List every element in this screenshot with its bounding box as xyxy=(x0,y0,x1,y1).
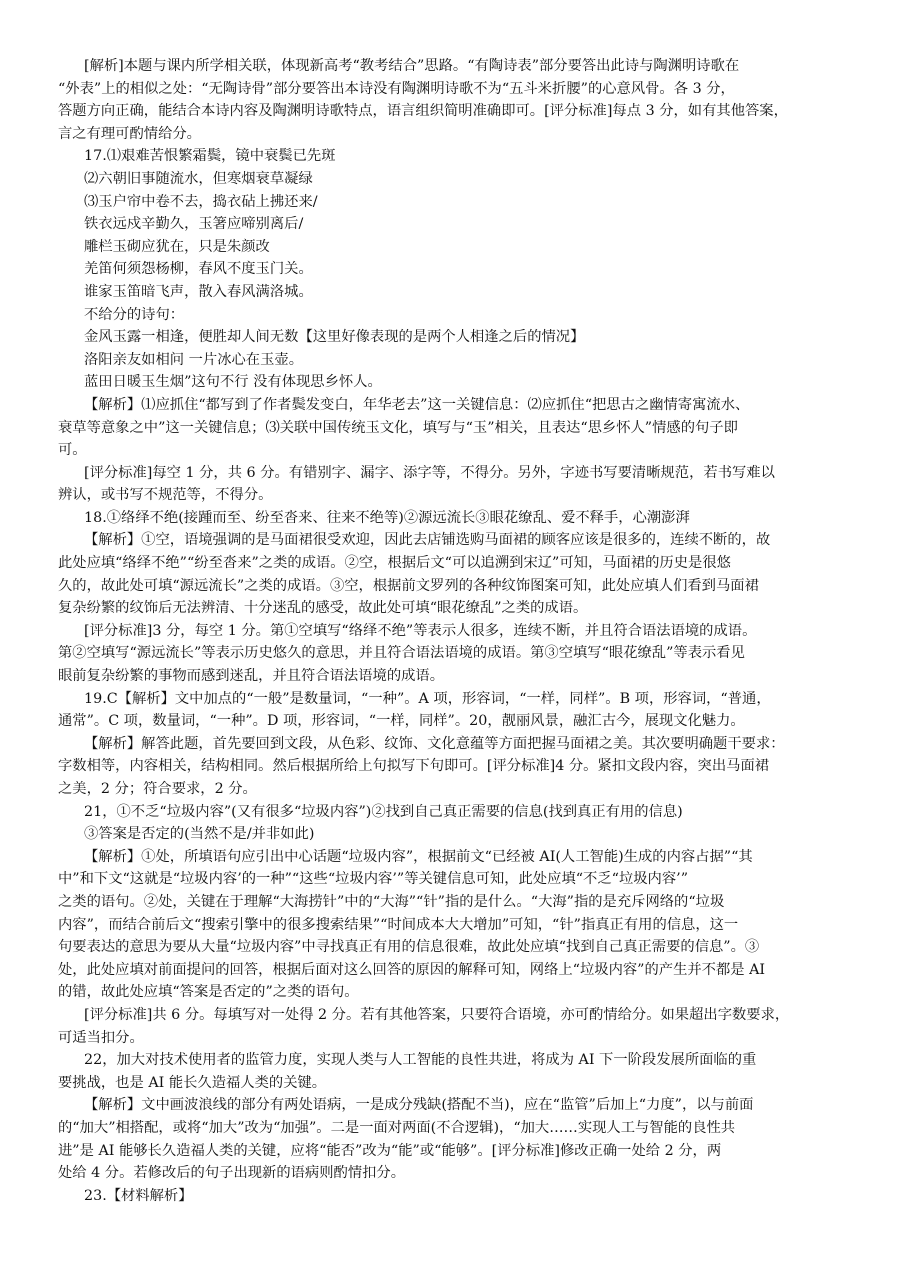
q17-answers xyxy=(84,145,842,394)
text-line: 答题方向正确，能结合本诗内容及陶渊明诗歌特点，语言组织简明准确即可。[评分标准]每点 3 分，如有其他答案， xyxy=(58,103,788,120)
text-line: 复杂纷繁的纹饰后无法辨清、十分迷乱的感受，故此处可填“眼花缭乱”之类的成语。 xyxy=(58,600,588,617)
text-line: 羌笛何须怨杨柳，春风不度玉门关。 xyxy=(84,261,313,278)
text-line: 第②空填写“源远流长”等表示历史悠久的意思，并且符合语法语境的成语。第③空填写“眼花缭乱”等表示看见 xyxy=(58,645,745,662)
text-line: 的“加大”相搭配，或将“加大”改为“加强”。二是一面对两面(不合逻辑)，“加大……实现人工与智能的良性共 xyxy=(58,1119,736,1136)
text-line: 17.⑴艰难苦恨繁霜鬓，镜中衰鬓已先斑 xyxy=(84,148,336,165)
text-line: 【解析】解答此题，首先要回到文段，从色彩、纹饰、文化意蕴等方面把握马面裙之美。其次要明确题干要求： xyxy=(84,735,785,752)
text-line: 字数相等，内容相关，结构相同。然后根据所给上句拟写下句即可。[评分标准]4 分。紧扣文段内容，突出马面裙 xyxy=(58,758,770,775)
text-line: ⑵六朝旧事随流水，但寒烟衰草凝绿 xyxy=(84,170,313,187)
text-line: [评分标准]共 6 分。每填写对一处得 2 分。若有其他答案，只要符合语境，亦可酌情给分。如果超出字数要求， xyxy=(84,1006,790,1023)
text-line: 此处应填“络绎不绝”“纷至沓来”之类的成语。②空，根据后文“可以追溯到宋辽”可知，马面裙的历史是很悠 xyxy=(58,555,731,572)
text-line: 之美，2 分；符合要求，2 分。 xyxy=(58,781,257,797)
q21-analysis xyxy=(58,846,842,1004)
q17-analysis xyxy=(58,394,842,462)
text-line: 洛阳亲友如相问 一片冰心在玉壶。 xyxy=(84,351,303,368)
text-line: 22，加大对技术使用者的监管力度，实现人类与人工智能的良性共进，将成为 AI 下一阶段发展所面临的重 xyxy=(84,1052,757,1069)
q22-answers xyxy=(58,1049,842,1094)
text-line: 雕栏玉砌应犹在，只是朱颜改 xyxy=(84,238,270,255)
text-line: 【解析】文中画波浪线的部分有两处语病，一是成分残缺(搭配不当)，应在“监管”后加上“力度”，以与前面 xyxy=(84,1097,754,1114)
text-line: 中”和下文“这就是“垃圾内容’的一种”“这些“垃圾内容’”等关键信息可知，此处应填“不乏“垃圾内容’” xyxy=(58,871,689,888)
text-line: 内容”，而结合前后文“搜索引擎中的很多搜索结果”“时间成本大大增加”可知，“针”指真正有用的信息，这一 xyxy=(58,916,739,933)
q22-analysis xyxy=(58,1094,842,1184)
text-line: 【解析】⑴应抓住“都写到了作者鬓发变白，年华老去”这一关键信息：⑵应抓住“把思古之幽情寄寓流水、 xyxy=(84,396,750,413)
q20-analysis xyxy=(58,733,842,801)
q18-answers xyxy=(84,507,842,530)
text-line: “外表”上的相似之处：“无陶诗骨”部分要答出本诗没有陶渊明诗歌不为“五斗米折腰”的心意风骨。各 3 分， xyxy=(58,80,735,97)
text-line: 蓝田日暖玉生烟”这句不行 没有体现思乡怀人。 xyxy=(84,374,382,391)
text-line: 21，①不乏“垃圾内容”(又有很多“垃圾内容”)②找到自己真正需要的信息(找到真正有用的信息) xyxy=(84,803,683,820)
q16-analysis xyxy=(58,55,842,145)
text-line: 衰草等意象之中”这一关键信息；⑶关联中国传统玉文化，填写与“玉”相关，且表达“思乡怀人”情感的句子即 xyxy=(58,419,738,436)
text-line: 句要表达的意思为要从大量“垃圾内容”中寻找真正有用的信息很难，故此处应填“找到自己真正需要的信息”。③ xyxy=(58,939,760,956)
text-line: 金风玉露一相逢，便胜却人间无数【这里好像表现的是两个人相逢之后的情况】 xyxy=(84,329,585,346)
text-line: ⑶玉户帘中卷不去，捣衣砧上拂还来/ xyxy=(84,193,318,210)
text-line: [评分标准]每空 1 分，共 6 分。有错别字、漏字、添字等，不得分。另外，字迹书写要清晰规范，若书写难以 xyxy=(84,464,775,481)
text-line: 的错，故此处应填“答案是否定的”之类的语句。 xyxy=(58,984,359,1001)
text-line: 19.C【解析】文中加点的“一般”是数量词，“一种”。A 项，形容词，“一样，同样”。B 项，形容词，“普通， xyxy=(84,690,771,707)
q18-scoring xyxy=(58,620,842,688)
text-line: 言之有理可酌情给分。 xyxy=(58,125,201,142)
q21-scoring xyxy=(58,1004,842,1049)
text-line: 铁衣远戍辛勤久，玉箸应啼别离后/ xyxy=(84,216,304,233)
q21-answers xyxy=(84,801,842,846)
text-line: 可。 xyxy=(58,442,87,459)
text-line: [解析]本题与课内所学相关联，体现新高考“教考结合”思路。“有陶诗表”部分要答出此诗与陶渊明诗歌在 xyxy=(84,58,740,74)
text-line: 可适当扣分。 xyxy=(58,1029,144,1046)
text-line: 久的，故此处可填“源远流长”之类的成语。③空，根据前文罗列的各种纹饰图案可知，此处应填人们看到马面裙 xyxy=(58,577,759,594)
text-line: [评分标准]3 分，每空 1 分。第①空填写“络绎不绝”等表示人很多，连续不断，并且符合语法语境的成语。 xyxy=(84,622,757,639)
q23-heading xyxy=(84,1185,842,1208)
text-line: 【解析】①处，所填语句应引出中心话题“垃圾内容”，根据前文“已经被 AI(人工智能)生成的内容占据”“其 xyxy=(84,848,753,865)
text-line: 18.①络绎不绝(接踵而至、纷至沓来、往来不绝等)②源远流长③眼花缭乱、爱不释手，心潮澎湃 xyxy=(84,509,690,526)
text-line: 之类的语句。②处，关键在于理解“大海捞针”中的“大海”“针”指的是什么。“大海”指的是充斥网络的“垃圾 xyxy=(58,893,725,910)
text-line: 23.【材料解析】 xyxy=(84,1187,193,1204)
q19-20-answers xyxy=(58,688,842,733)
text-line: 进”是 AI 能够长久造福人类的关键，应将“能否”改为“能”或“能够”。[评分标准]修改正确一处给 2 分，两 xyxy=(58,1142,722,1159)
q18-analysis xyxy=(58,529,842,619)
text-line: 不给分的诗句： xyxy=(84,306,185,323)
text-line: 要挑战，也是 AI 能长久造福人类的关键。 xyxy=(58,1074,327,1091)
text-line: 【解析】①空，语境强调的是马面裙很受欢迎，因此去店铺选购马面裙的顾客应该是很多的，连续不断的，故 xyxy=(84,532,771,549)
text-line: ③答案是否定的(当然不是/并非如此) xyxy=(84,826,315,843)
q17-scoring xyxy=(58,462,842,507)
text-line: 通常”。C 项，数量词，“一种”。D 项，形容词，“一样，同样”。20，靓丽风景，融汇古今，展现文化魅力。 xyxy=(58,713,745,730)
text-line: 眼前复杂纷繁的事物而感到迷乱，并且符合语法语境的成语。 xyxy=(58,668,445,685)
text-line: 辨认，或书写不规范等，不得分。 xyxy=(58,487,273,504)
text-line: 谁家玉笛暗飞声，散入春风满洛城。 xyxy=(84,283,313,300)
text-line: 处，此处应填对前面提问的回答，根据后面对这么回答的原因的解释可知，网络上“垃圾内容”的产生并不都是 AI xyxy=(58,961,766,978)
text-line: 处给 4 分。若修改后的句子出现新的语病则酌情扣分。 xyxy=(58,1165,406,1182)
